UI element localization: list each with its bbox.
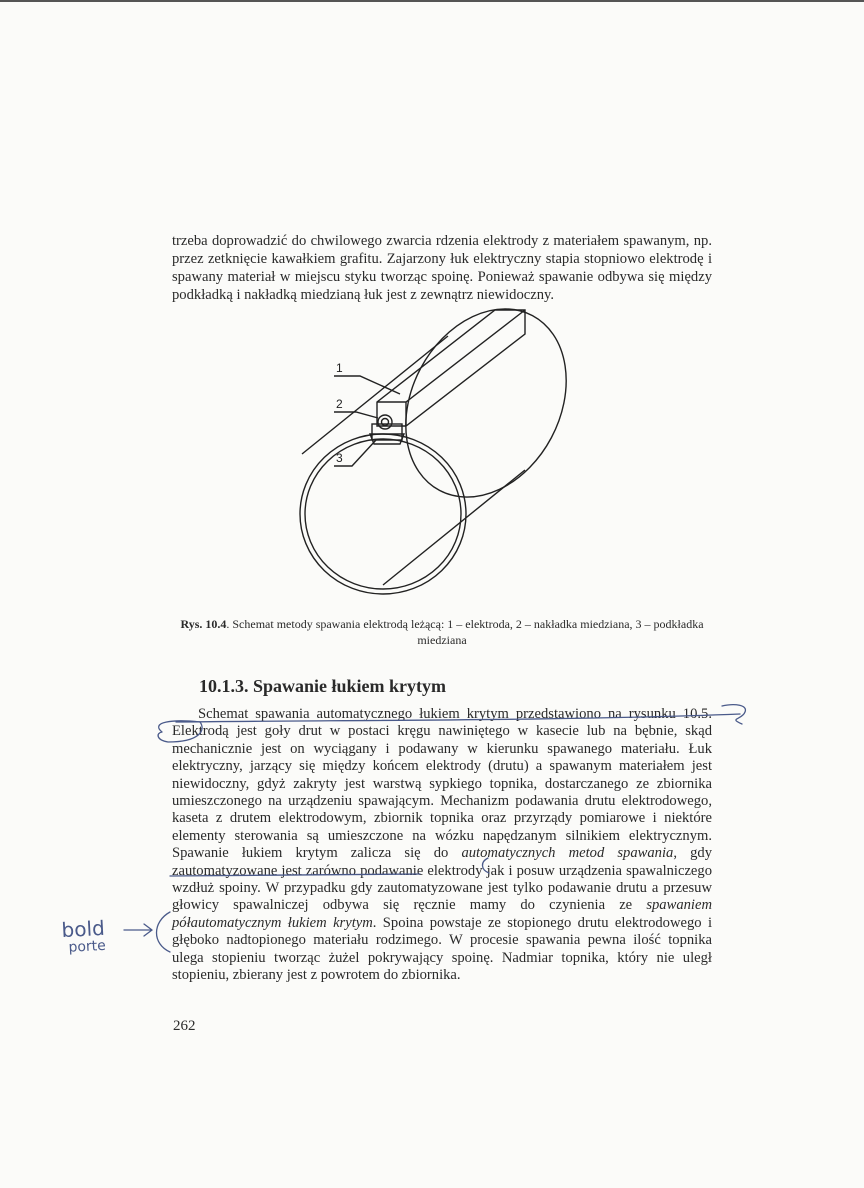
figure-caption bbox=[172, 616, 712, 648]
handwritten-note-line2: porte bbox=[68, 937, 107, 956]
callout-3: 3 bbox=[336, 451, 343, 465]
ink-paren-bracket bbox=[157, 912, 171, 952]
pipe-front-inner bbox=[305, 439, 461, 589]
pipe-front-outer bbox=[300, 434, 466, 594]
section-heading: 10.1.3. Spawanie łukiem krytym bbox=[199, 676, 447, 696]
body-emphasis-1: automatycznych metod spawania bbox=[461, 845, 674, 862]
callout-leader-2 bbox=[334, 412, 378, 418]
intro-paragraph: trzeba doprowadzić do chwilowego zwarcia rdzenia elektrody z materiałem spawanym, np. przez zetknięcie kawałkiem grafitu. Zajarzony łuk elektryczny stapia stopniowo elektrodę i spawany materiał w miejscu styku tworząc spoinę. Ponieważ spawanie odbywa się między podkładką i nakładką miedzianą łuk jest z zewnątrz niewidoczny. bbox=[172, 233, 712, 303]
caption-text: . Schemat metody spawania elektrodą leżącą: 1 – elektroda, 2 – nakładka miedziana, 3 – podkładka miedziana bbox=[226, 617, 704, 647]
body-emphasis-2: spawaniem półautomatycznym łukiem krytym bbox=[172, 897, 712, 931]
handwritten-note bbox=[60, 915, 107, 957]
body-text-2: , gdy zautomatyzowane jest zarówno podawanie elektrody jak i posuw urządzenia spawalniczego wzdłuż spoiny. W przypadku gdy zautomatyzowane jest tylko podawanie drutu a przesuw głowicy spawalniczej odbywa się ręcznie mamy do czynienia ze bbox=[172, 845, 713, 914]
electrode-core bbox=[378, 415, 392, 429]
page-number: 262 bbox=[173, 1018, 196, 1034]
scan-top-edge bbox=[0, 0, 864, 2]
callout-1: 1 bbox=[336, 361, 343, 375]
ink-arrow-mark bbox=[722, 705, 745, 724]
callout-2: 2 bbox=[336, 397, 343, 411]
caption-label: Rys. 10.4 bbox=[180, 617, 227, 631]
pipe-far-end bbox=[374, 306, 598, 525]
body-paragraph bbox=[172, 706, 712, 985]
body-text-1: Schemat spawania automatycznego łukiem krytym przedstawiono na rysunku 10.5. Elektrodą jest goły drut w postaci kręgu nawiniętego w kasecie lub na bębnie, skąd mechanicznie jest on wyciągany i podawany w kierunku spawanego materiału. Łuk elektryczny, jarzący się między końcem elektrody (drutu) a spawanym materiałem jest niewidoczny, gdyż zakryty jest warstwą sypkiego topnika, dostarczanego ze zbiornika umieszczonego na urządzeniu spawającym. Mechanizm podawania drutu elektrodowego, kaseta z drutem elektrodowym, zbiornik topnika oraz przyrządy pomiarowe i niektóre elementy sterowania są umieszczone na wózku napędzanym silnikiem elektrycznym. Spawanie łukiem krytym zalicza się do bbox=[172, 706, 712, 862]
handwritten-note-line1: bold bbox=[60, 915, 106, 943]
body-text-3: . Spoina powstaje ze stopionego drutu elektrodowego i głęboko nadtopionego materiału rodzimego. W procesie spawania pewna ilość topnika ulega stopieniu tworząc żużel pokrywający spoinę. Nadmiar topnika, który nie uległ stopieniu, zbierany jest z powrotem do zbiornika. bbox=[172, 914, 712, 984]
electrode-bar bbox=[377, 310, 525, 426]
welding-figure bbox=[280, 306, 610, 606]
ink-arrow-to-text bbox=[124, 924, 152, 936]
